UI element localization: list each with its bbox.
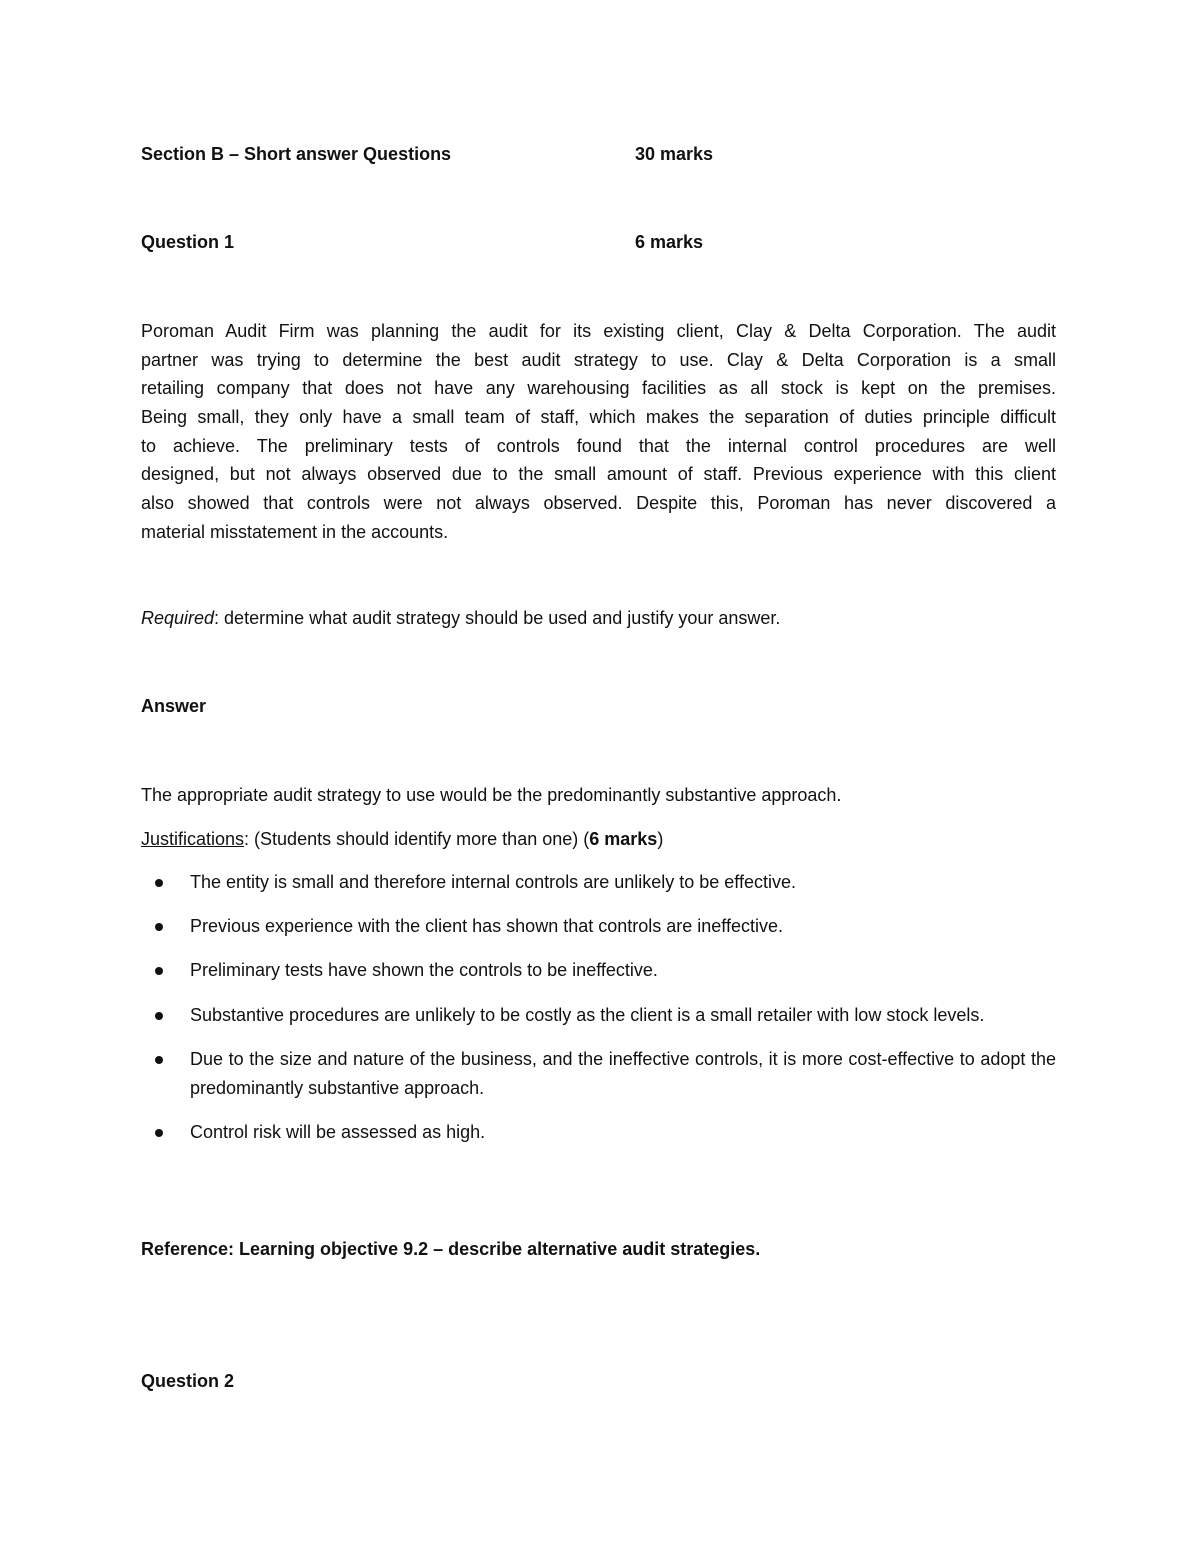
question-2-title: Question 2: [141, 1371, 235, 1391]
bullet-icon: [155, 879, 163, 887]
bullet-icon: [155, 1012, 163, 1020]
paragraph-line: retailing company that does not have any warehousing facilities as all stock is kept on the premises.: [141, 378, 1056, 399]
question-1-title: Question 1: [141, 232, 235, 252]
list-item: [141, 1118, 1056, 1147]
list-item: [141, 1045, 1056, 1102]
section-title: Section B – Short answer Questions: [141, 144, 452, 164]
list-item: [141, 956, 1056, 985]
question-1-marks: 6 marks: [635, 232, 704, 252]
list-item: [141, 868, 1056, 897]
list-item-text: The entity is small and therefore internal controls are unlikely to be effective.: [190, 872, 796, 892]
section-marks: 30 marks: [635, 144, 714, 164]
required-text: : determine what audit strategy should be used and justify your answer.: [214, 608, 781, 628]
required-instruction: [141, 604, 780, 633]
list-item-text: Control risk will be assessed as high.: [190, 1121, 486, 1142]
paragraph-line: to achieve. The preliminary tests of controls found that the internal control procedures are well: [141, 435, 1056, 456]
bullet-icon: [155, 923, 163, 931]
answer-heading: Answer: [141, 696, 207, 716]
list-item-text: Substantive procedures are unlikely to be costly as the client is a small retailer with low stock levels.: [190, 1004, 985, 1025]
paragraph-line: Poroman Audit Firm was planning the audit for its existing client, Clay & Delta Corporation. The audit: [141, 321, 1056, 341]
paragraph-line: partner was trying to determine the best audit strategy to use. Clay & Delta Corporation is a small: [141, 349, 1056, 370]
question-1-paragraph: [141, 317, 1056, 547]
answer-strategy: The appropriate audit strategy to use would be the predominantly substantive approach.: [141, 785, 842, 805]
bullet-icon: [155, 1129, 163, 1137]
list-item: [141, 912, 1056, 941]
justifications-line: [141, 825, 663, 854]
justifications-note: : (Students should identify more than one) (: [244, 829, 590, 849]
justifications-close: ): [657, 829, 664, 849]
justifications-marks: 6 marks: [589, 829, 658, 849]
reference-line: Reference: Learning objective 9.2 – describe alternative audit strategies.: [141, 1239, 761, 1259]
required-label: Required: [141, 608, 215, 628]
justification-list: [141, 868, 1056, 1162]
bullet-icon: [155, 967, 163, 975]
paragraph-line: designed, but not always observed due to the small amount of staff. Previous experience with this client: [141, 464, 1056, 485]
list-item-text: Previous experience with the client has shown that controls are ineffective.: [190, 916, 783, 937]
justifications-label: Justifications: [141, 829, 245, 849]
paragraph-line: also showed that controls were not always observed. Despite this, Poroman has never discovered a: [141, 493, 1056, 514]
bullet-icon: [155, 1056, 163, 1064]
list-item: [141, 1001, 1056, 1030]
paragraph-line: material misstatement in the accounts.: [141, 521, 449, 542]
list-item-text: Due to the size and nature of the business, and the ineffective controls, it is more cost-effective to adopt the predominantly substantive approach.: [190, 1048, 1056, 1098]
paragraph-line: Being small, they only have a small team of staff, which makes the separation of duties principle difficult: [141, 407, 1056, 428]
list-item-text: Preliminary tests have shown the controls to be ineffective.: [190, 960, 658, 981]
